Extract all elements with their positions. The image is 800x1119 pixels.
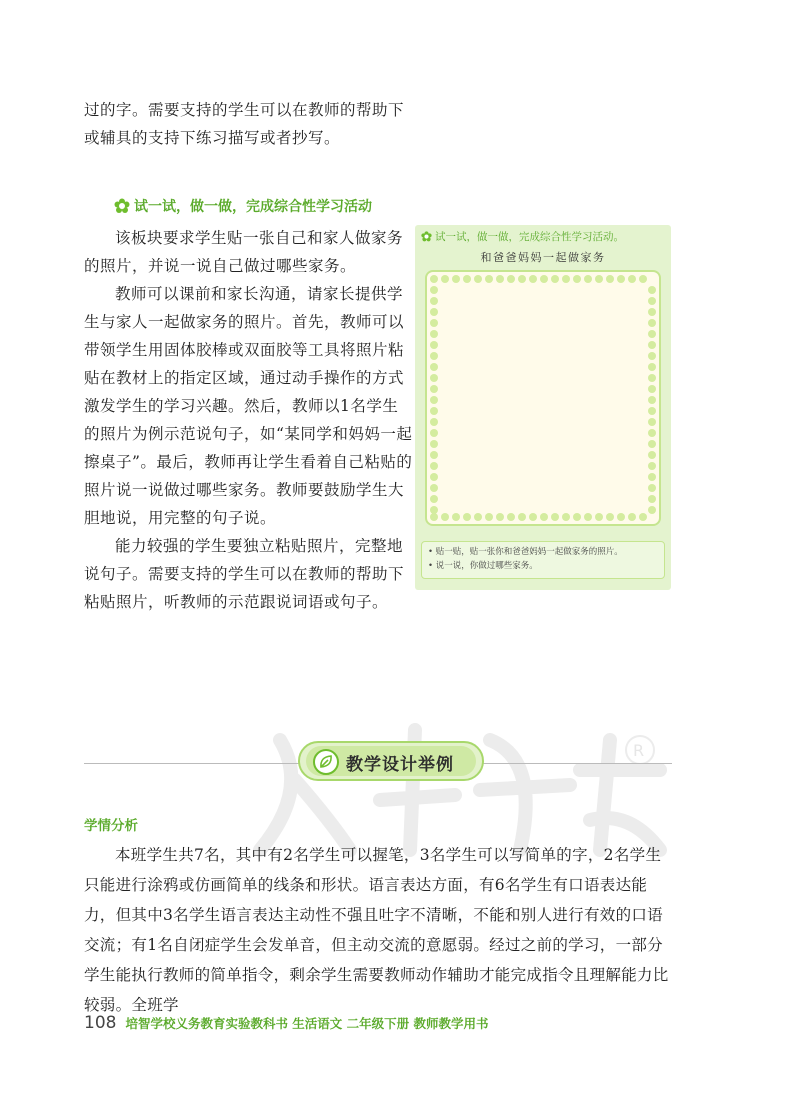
border-dot (648, 418, 656, 426)
border-dot (430, 352, 438, 360)
leaf-icon (313, 749, 339, 775)
border-dot (584, 275, 592, 283)
border-dot (595, 513, 603, 521)
border-dot (430, 308, 438, 316)
border-dot (648, 407, 656, 415)
panel-header-text: 试一试，做一做，完成综合性学习活动。 (435, 231, 624, 243)
activity-paragraph-2: 教师可以课前和家长沟通，请家长提供学生与家人一起做家务的照片。首先，教师可以带领学生用固体胶棒或双面胶等工具将照片粘贴在教材上的指定区域，通过动手操作的方式激发学生的学习兴趣。然后，教师以1名学生的照片为例示范说句子，如“某同学和妈妈一起擦桌子”。最后，教师再让学生看着自己粘贴的照片说一说做过哪些家务。教师要鼓励学生大胆地说，用完整的句子说。 (84, 285, 413, 527)
border-dot (648, 462, 656, 470)
border-dot (463, 275, 471, 283)
border-dot (617, 513, 625, 521)
border-dot (648, 484, 656, 492)
border-dot (606, 513, 614, 521)
border-dot (430, 319, 438, 327)
border-dot (529, 275, 537, 283)
border-dot (430, 513, 438, 521)
border-dot (430, 418, 438, 426)
flower-icon (114, 198, 130, 214)
border-dot (573, 275, 581, 283)
heart-border-decoration (427, 272, 659, 524)
border-dot (441, 275, 449, 283)
border-dot (430, 451, 438, 459)
border-dot (540, 275, 548, 283)
border-dot (496, 513, 504, 521)
section-banner (298, 741, 484, 781)
border-dot (648, 297, 656, 305)
border-dot (430, 363, 438, 371)
photo-paste-area (425, 270, 661, 526)
border-dot (430, 286, 438, 294)
border-dot (430, 341, 438, 349)
activity-paragraph-3: 能力较强的学生要独立粘贴照片，完整地说句子。需要支持的学生可以在教师的帮助下粘贴照片，听教师的示范跟说词语或句子。 (84, 537, 405, 611)
border-dot (562, 275, 570, 283)
border-dot (617, 275, 625, 283)
flower-icon (421, 231, 432, 242)
activity-heading (114, 197, 372, 217)
border-dot (430, 396, 438, 404)
border-dot (639, 513, 647, 521)
border-dot (485, 275, 493, 283)
border-dot (648, 440, 656, 448)
textbook-excerpt-panel (415, 225, 671, 590)
border-dot (595, 275, 603, 283)
border-dot (496, 275, 504, 283)
page-footer (84, 1013, 489, 1033)
border-dot (648, 352, 656, 360)
instruction-say: • 说一说，你做过哪些家务。 (428, 561, 538, 571)
svg-text:R: R (633, 741, 645, 760)
panel-header (421, 229, 624, 244)
border-dot (648, 363, 656, 371)
border-dot (430, 484, 438, 492)
border-dot (430, 462, 438, 470)
continued-paragraph: 过的字。需要支持的学生可以在教师的帮助下或辅具的支持下练习描写或者抄写。 (84, 101, 405, 147)
border-dot (648, 495, 656, 503)
border-dot (430, 473, 438, 481)
activity-paragraph-1: 该板块要求学生贴一张自己和家人做家务的照片，并说一说自己做过哪些家务。 (84, 229, 404, 275)
border-dot (430, 440, 438, 448)
border-dot (648, 341, 656, 349)
border-dot (430, 330, 438, 338)
analysis-heading: 学情分析 (84, 818, 138, 834)
border-dot (573, 513, 581, 521)
border-dot (430, 374, 438, 382)
border-dot (430, 495, 438, 503)
border-dot (648, 473, 656, 481)
section-title: 教学设计举例 (346, 755, 454, 775)
border-dot (606, 275, 614, 283)
border-dot (648, 374, 656, 382)
border-dot (452, 275, 460, 283)
instruction-paste: • 贴一贴，贴一张你和爸爸妈妈一起做家务的照片。 (428, 547, 623, 557)
activity-heading-text: 试一试，做一做，完成综合性学习活动 (134, 199, 372, 215)
border-dot (648, 429, 656, 437)
border-dot (648, 451, 656, 459)
border-dot (540, 513, 548, 521)
border-dot (551, 513, 559, 521)
border-dot (648, 396, 656, 404)
border-dot (648, 330, 656, 338)
border-dot (648, 286, 656, 294)
border-dot (507, 513, 515, 521)
border-dot (474, 513, 482, 521)
analysis-paragraph: 本班学生共7名，其中有2名学生可以握笔，3名学生可以写简单的字，2名学生只能进行涂鸦或仿画简单的线条和形状。语言表达方面，有6名学生有口语表达能力，但其中3名学生语言表达主动性不强且吐字不清晰，不能和别人进行有效的口语交流；有1名自闭症学生会发单音，但主动交流的意愿弱。经过之前的学习，一部分学生能执行教师的简单指令，剩余学生需要教师动作辅助才能完成指令且理解能力比较弱。全班学 (84, 846, 669, 1014)
border-dot (452, 513, 460, 521)
border-dot (584, 513, 592, 521)
border-dot (529, 513, 537, 521)
border-dot (507, 275, 515, 283)
border-dot (518, 513, 526, 521)
border-dot (648, 308, 656, 316)
border-dot (628, 275, 636, 283)
analysis-body (84, 840, 674, 1020)
border-dot (639, 275, 647, 283)
border-dot (562, 513, 570, 521)
border-dot (648, 385, 656, 393)
border-dot (430, 275, 438, 283)
border-dot (430, 297, 438, 305)
border-dot (430, 407, 438, 415)
border-dot (463, 513, 471, 521)
border-dot (430, 429, 438, 437)
border-dot (430, 385, 438, 393)
page-number: 108 (84, 1013, 117, 1033)
border-dot (430, 506, 438, 514)
border-dot (648, 319, 656, 327)
border-dot (441, 513, 449, 521)
border-dot (648, 506, 656, 514)
border-dot (474, 275, 482, 283)
border-dot (628, 513, 636, 521)
panel-instructions (421, 541, 665, 579)
border-dot (551, 275, 559, 283)
border-dot (518, 275, 526, 283)
activity-body (84, 224, 414, 616)
border-dot (485, 513, 493, 521)
panel-title: 和爸爸妈妈一起做家务 (480, 251, 606, 264)
book-title: 培智学校义务教育实验教科书 生活语文 二年级下册 教师教学用书 (125, 1016, 489, 1031)
